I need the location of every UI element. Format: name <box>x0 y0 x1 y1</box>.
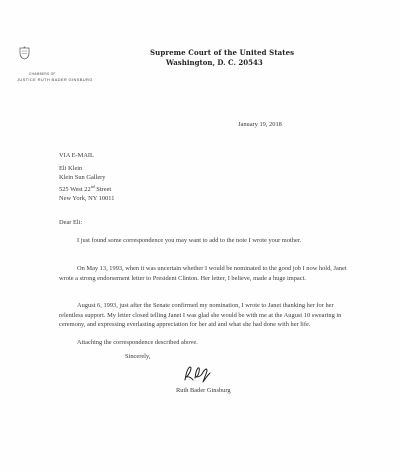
street-ordinal: nd <box>90 183 95 189</box>
court-location: Washington, D. C. 20543 <box>166 58 263 67</box>
recipient-organization: Klein Sun Gallery <box>59 173 106 181</box>
recipient-address <box>59 165 114 204</box>
salutation: Dear Eli: <box>59 219 83 226</box>
signer-name: Ruth Bader Ginsburg <box>176 387 231 394</box>
body-paragraph-4: Attaching the correspondence described above. <box>77 339 198 346</box>
court-seal-icon <box>18 46 31 60</box>
body-paragraph-2: On May 13, 1993, when it was uncertain whether I would be nominated to the good job I now hold, Janet wrote a strong endorsement letter to President Clinton. Her letter, I believe, made a huge impact. <box>59 265 347 282</box>
chambers-of-label: CHAMBERS OF <box>29 72 56 76</box>
handwritten-signature <box>181 364 213 384</box>
justice-name: JUSTICE RUTH BADER GINSBURG <box>17 77 93 82</box>
delivery-method: VIA E-MAIL <box>59 152 94 159</box>
closing: Sincerely, <box>125 353 151 360</box>
recipient-name: Eli Klein <box>59 165 83 172</box>
court-name: Supreme Court of the United States <box>150 48 295 57</box>
street-prefix: 525 West 22 <box>59 185 91 193</box>
recipient-city: New York, NY 10011 <box>59 194 115 202</box>
body-paragraph-3: August 6, 1993, just after the Senate confirmed my nomination, I wrote to Janet thanking her for her relentless support. My letter closed telling Janet I was glad she would be with me at the August 10 swearing in ceremony, and expressing everlasting appreciation for her aid and what she had done with her life. <box>59 302 342 329</box>
letter-date: January 19, 2018 <box>238 121 282 128</box>
street-end: Street <box>94 185 112 193</box>
recipient-street <box>59 183 114 195</box>
body-paragraph-1: I just found some correspondence you may want to add to the note I wrote your mother. <box>77 237 302 244</box>
